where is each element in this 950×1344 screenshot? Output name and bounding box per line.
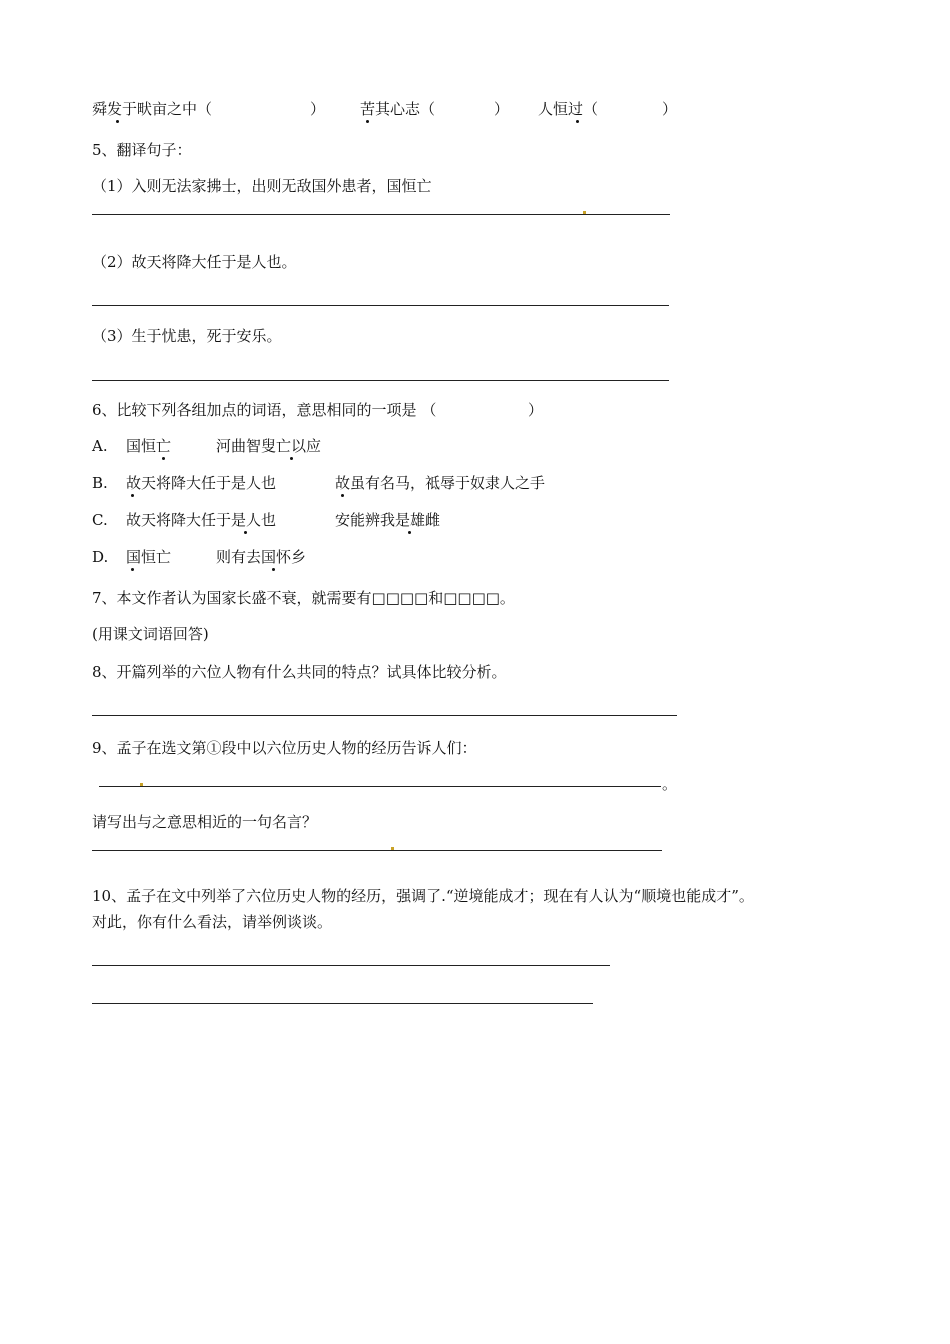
emphasis-dot xyxy=(272,568,275,571)
emphasis-dot xyxy=(576,120,579,123)
q8-title: 8、开篇列举的六位人物有什么共同的特点？试具体比较分析。 xyxy=(92,663,507,681)
q10-line-1: 10、孟子在文中列举了六位历史人物的经历，强调了.“逆境能成才；现在有人认为“顺境也能成才”。 xyxy=(92,887,754,905)
q6-title-close: ） xyxy=(528,401,544,419)
q5-sentence-1: （1）入则无法家拂士，出则无敌国外患者，国恒亡 xyxy=(92,177,432,195)
q5-sentence-3: （3）生于忧患，死于安乐。 xyxy=(92,327,282,345)
item-b-text: 苦其心志（ xyxy=(360,100,436,118)
q6-option-b-right: 故虽有名马，祗辱于奴隶人之手 xyxy=(335,474,546,492)
q6-option-d-right: 则有去国怀乡 xyxy=(216,548,307,566)
answer-line[interactable] xyxy=(92,1003,593,1004)
emphasis-dot xyxy=(366,120,369,123)
item-c-close: ） xyxy=(662,100,678,118)
q6-option-b-label: B. xyxy=(92,474,108,492)
q6-option-c-label: C. xyxy=(92,511,108,529)
answer-line[interactable] xyxy=(92,715,677,716)
q6-option-a-label: A. xyxy=(92,437,108,455)
q5-sentence-2: （2）故天将降大任于是人也。 xyxy=(92,253,297,271)
emphasis-dot xyxy=(341,494,344,497)
q6-option-a-right: 河曲智叟亡以应 xyxy=(216,437,322,455)
q7-title: 7、本文作者认为国家长盛不衰，就需要有□□□□和□□□□。 xyxy=(92,589,515,607)
answer-line[interactable] xyxy=(92,380,669,381)
marker-dot xyxy=(391,847,394,850)
marker-dot xyxy=(583,211,586,214)
q9-sub-question: 请写出与之意思相近的一句名言？ xyxy=(92,813,318,831)
emphasis-dot xyxy=(162,457,165,460)
item-b-close: ） xyxy=(494,100,510,118)
q6-option-d-label: D. xyxy=(92,548,109,566)
answer-line[interactable] xyxy=(99,786,661,787)
answer-line[interactable] xyxy=(92,305,669,306)
q6-option-a-left: 国恒亡 xyxy=(126,437,172,455)
emphasis-dot xyxy=(131,568,134,571)
answer-line[interactable] xyxy=(92,965,610,966)
q9-title: 9、孟子在选文第①段中以六位历史人物的经历告诉人们： xyxy=(92,739,477,757)
answer-line[interactable] xyxy=(92,850,662,851)
q6-title: 6、比较下列各组加点的词语，意思相同的一项是 （ xyxy=(92,401,437,419)
emphasis-dot xyxy=(131,494,134,497)
q9-end-mark: 。 xyxy=(662,775,678,793)
q6-option-c-right: 安能辨我是雄雌 xyxy=(335,511,441,529)
q7-note: (用课文词语回答) xyxy=(92,625,209,643)
answer-line[interactable] xyxy=(92,214,670,215)
item-a-text: 舜发于畎亩之中（ xyxy=(92,100,213,118)
q10-line-2: 对此，你有什么看法，请举例谈谈。 xyxy=(92,913,333,931)
item-c-text: 人恒过（ xyxy=(538,100,599,118)
marker-dot xyxy=(140,783,143,786)
item-a-close: ） xyxy=(310,100,326,118)
q6-option-c-left: 故天将降大任于是人也 xyxy=(126,511,277,529)
emphasis-dot xyxy=(408,531,411,534)
q5-title: 5、翻译句子： xyxy=(92,141,192,159)
emphasis-dot xyxy=(244,531,247,534)
emphasis-dot xyxy=(116,120,119,123)
emphasis-dot xyxy=(290,457,293,460)
q6-option-b-left: 故天将降大任于是人也 xyxy=(126,474,277,492)
q6-option-d-left: 国恒亡 xyxy=(126,548,172,566)
